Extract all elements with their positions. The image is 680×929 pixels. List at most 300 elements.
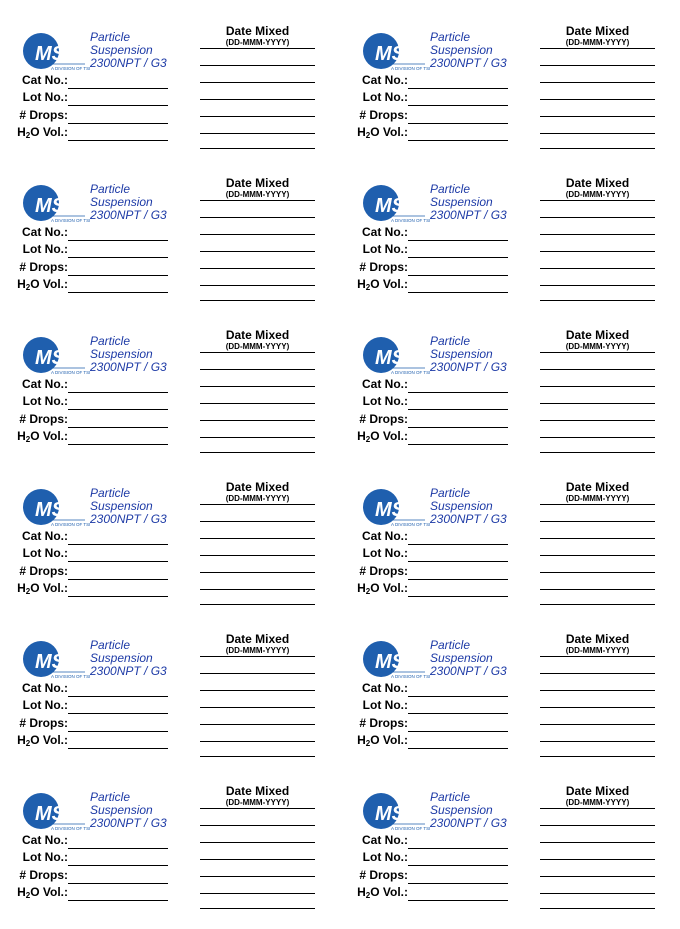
date-line[interactable] bbox=[540, 893, 655, 894]
logo-text: MSP bbox=[375, 195, 419, 217]
date-line[interactable] bbox=[200, 538, 315, 539]
h2o-vol-label bbox=[350, 581, 408, 596]
h2o-vol-line[interactable] bbox=[68, 140, 168, 141]
date-line[interactable] bbox=[200, 673, 315, 674]
cat-no-label: Cat No.: bbox=[22, 73, 68, 87]
date-line[interactable] bbox=[540, 908, 655, 909]
h2o-vol-line[interactable] bbox=[408, 900, 508, 901]
product-title bbox=[430, 335, 507, 374]
cat-no-line[interactable] bbox=[68, 848, 168, 849]
product-title bbox=[430, 183, 507, 222]
h2o-h: H bbox=[357, 581, 366, 595]
date-line[interactable] bbox=[200, 452, 315, 453]
date-line[interactable] bbox=[200, 825, 315, 826]
logo-tagline: A DIVISION OF TSI bbox=[391, 218, 431, 223]
date-mixed-title: Date Mixed bbox=[565, 176, 630, 190]
date-line[interactable] bbox=[200, 65, 315, 66]
product-line-3: 2300NPT / G3 bbox=[90, 56, 167, 70]
cat-no-line[interactable] bbox=[68, 88, 168, 89]
product-line-1: Particle bbox=[90, 334, 131, 348]
date-line[interactable] bbox=[200, 48, 315, 49]
date-line[interactable] bbox=[540, 589, 655, 590]
date-line[interactable] bbox=[200, 756, 315, 757]
drops-label: # Drops: bbox=[19, 716, 68, 730]
date-format: (DD-MMM-YYYY) bbox=[565, 798, 630, 807]
date-line[interactable] bbox=[200, 521, 315, 522]
h2o-h: H bbox=[17, 429, 26, 443]
product-line-3: 2300NPT / G3 bbox=[90, 816, 167, 830]
logo-text: MSP bbox=[35, 195, 79, 217]
drops-line[interactable] bbox=[68, 427, 168, 428]
product-label bbox=[350, 630, 680, 770]
date-line[interactable] bbox=[540, 82, 655, 83]
date-mixed-title: Date Mixed bbox=[225, 480, 290, 494]
product-title bbox=[430, 31, 507, 70]
date-line[interactable] bbox=[200, 707, 315, 708]
product-line-1: Particle bbox=[90, 790, 131, 804]
date-line[interactable] bbox=[540, 116, 655, 117]
logo-tagline: A DIVISION OF TSI bbox=[51, 218, 91, 223]
product-label bbox=[10, 326, 340, 466]
h2o-vol-label bbox=[10, 581, 68, 596]
date-mixed-title: Date Mixed bbox=[225, 328, 290, 342]
lot-no-line[interactable] bbox=[408, 561, 508, 562]
product-line-2: Suspension bbox=[430, 195, 493, 209]
h2o-vol-line[interactable] bbox=[408, 140, 508, 141]
date-line[interactable] bbox=[200, 555, 315, 556]
product-line-3: 2300NPT / G3 bbox=[430, 360, 507, 374]
lot-no-line[interactable] bbox=[68, 713, 168, 714]
drops-label: # Drops: bbox=[359, 868, 408, 882]
cat-no-label: Cat No.: bbox=[22, 377, 68, 391]
date-line[interactable] bbox=[540, 285, 655, 286]
lot-no-line[interactable] bbox=[68, 257, 168, 258]
h2o-vol-label bbox=[350, 885, 408, 900]
h2o-sub: 2 bbox=[365, 739, 371, 748]
date-line[interactable] bbox=[200, 82, 315, 83]
h2o-vol-line[interactable] bbox=[68, 444, 168, 445]
lot-no-line[interactable] bbox=[408, 257, 508, 258]
product-line-2: Suspension bbox=[430, 803, 493, 817]
product-line-1: Particle bbox=[430, 790, 471, 804]
h2o-vol-line[interactable] bbox=[68, 748, 168, 749]
cat-no-line[interactable] bbox=[68, 240, 168, 241]
date-line[interactable] bbox=[200, 741, 315, 742]
date-line[interactable] bbox=[200, 504, 315, 505]
date-line[interactable] bbox=[540, 555, 655, 556]
cat-no-line[interactable] bbox=[68, 392, 168, 393]
h2o-sub: 2 bbox=[365, 435, 371, 444]
date-line[interactable] bbox=[200, 656, 315, 657]
product-line-1: Particle bbox=[90, 638, 131, 652]
drops-label: # Drops: bbox=[359, 260, 408, 274]
product-title bbox=[90, 487, 167, 526]
lot-no-label: Lot No.: bbox=[22, 394, 68, 408]
product-label bbox=[10, 22, 340, 162]
msp-logo-icon bbox=[21, 791, 101, 839]
date-line[interactable] bbox=[540, 842, 655, 843]
logo-tagline: A DIVISION OF TSI bbox=[391, 522, 431, 527]
date-line[interactable] bbox=[540, 741, 655, 742]
date-format: (DD-MMM-YYYY) bbox=[225, 38, 290, 47]
h2o-h: H bbox=[357, 429, 366, 443]
msp-logo-icon bbox=[361, 487, 441, 535]
logo-tagline: A DIVISION OF TSI bbox=[51, 826, 91, 831]
logo-tagline: A DIVISION OF TSI bbox=[51, 66, 91, 71]
date-format: (DD-MMM-YYYY) bbox=[565, 190, 630, 199]
date-line[interactable] bbox=[540, 437, 655, 438]
product-line-1: Particle bbox=[430, 486, 471, 500]
product-line-3: 2300NPT / G3 bbox=[430, 816, 507, 830]
product-label bbox=[350, 782, 680, 922]
logo-text: MSP bbox=[375, 43, 419, 65]
product-line-1: Particle bbox=[430, 182, 471, 196]
date-mixed-title: Date Mixed bbox=[225, 632, 290, 646]
date-line[interactable] bbox=[540, 859, 655, 860]
date-line[interactable] bbox=[200, 403, 315, 404]
date-line[interactable] bbox=[200, 604, 315, 605]
drops-label: # Drops: bbox=[359, 564, 408, 578]
h2o-vol-label bbox=[10, 277, 68, 292]
product-line-3: 2300NPT / G3 bbox=[90, 360, 167, 374]
h2o-rest: O Vol.: bbox=[370, 733, 408, 747]
date-line[interactable] bbox=[200, 217, 315, 218]
date-line[interactable] bbox=[540, 268, 655, 269]
msp-logo-icon bbox=[21, 183, 101, 231]
h2o-rest: O Vol.: bbox=[30, 429, 68, 443]
date-format: (DD-MMM-YYYY) bbox=[565, 342, 630, 351]
h2o-vol-line[interactable] bbox=[408, 596, 508, 597]
date-line[interactable] bbox=[540, 656, 655, 657]
cat-no-label: Cat No.: bbox=[22, 529, 68, 543]
h2o-h: H bbox=[17, 581, 26, 595]
h2o-vol-label bbox=[350, 277, 408, 292]
h2o-rest: O Vol.: bbox=[30, 277, 68, 291]
lot-no-label: Lot No.: bbox=[22, 242, 68, 256]
lot-no-line[interactable] bbox=[408, 713, 508, 714]
h2o-rest: O Vol.: bbox=[370, 581, 408, 595]
drops-line[interactable] bbox=[408, 275, 508, 276]
date-mixed-title: Date Mixed bbox=[565, 632, 630, 646]
h2o-h: H bbox=[357, 277, 366, 291]
date-mixed-title: Date Mixed bbox=[565, 480, 630, 494]
date-line[interactable] bbox=[540, 200, 655, 201]
date-line[interactable] bbox=[540, 420, 655, 421]
product-line-3: 2300NPT / G3 bbox=[430, 208, 507, 222]
product-line-1: Particle bbox=[90, 182, 131, 196]
date-line[interactable] bbox=[540, 251, 655, 252]
msp-logo-icon bbox=[21, 335, 101, 383]
product-line-2: Suspension bbox=[90, 347, 153, 361]
h2o-h: H bbox=[17, 733, 26, 747]
product-line-1: Particle bbox=[90, 486, 131, 500]
date-line[interactable] bbox=[540, 48, 655, 49]
cat-no-line[interactable] bbox=[68, 696, 168, 697]
h2o-vol-label bbox=[10, 885, 68, 900]
date-line[interactable] bbox=[540, 604, 655, 605]
date-line[interactable] bbox=[540, 724, 655, 725]
date-line[interactable] bbox=[200, 842, 315, 843]
date-line[interactable] bbox=[540, 99, 655, 100]
h2o-rest: O Vol.: bbox=[30, 125, 68, 139]
date-line[interactable] bbox=[200, 690, 315, 691]
drops-line[interactable] bbox=[408, 579, 508, 580]
date-line[interactable] bbox=[200, 437, 315, 438]
lot-no-line[interactable] bbox=[408, 409, 508, 410]
product-label bbox=[10, 174, 340, 314]
cat-no-label: Cat No.: bbox=[22, 833, 68, 847]
cat-no-label: Cat No.: bbox=[362, 377, 408, 391]
logo-tagline: A DIVISION OF TSI bbox=[51, 370, 91, 375]
h2o-vol-label bbox=[350, 125, 408, 140]
h2o-rest: O Vol.: bbox=[370, 277, 408, 291]
lot-no-line[interactable] bbox=[68, 409, 168, 410]
product-title bbox=[90, 183, 167, 222]
date-line[interactable] bbox=[200, 285, 315, 286]
drops-label: # Drops: bbox=[359, 108, 408, 122]
date-line[interactable] bbox=[200, 808, 315, 809]
drops-label: # Drops: bbox=[359, 716, 408, 730]
cat-no-label: Cat No.: bbox=[22, 681, 68, 695]
drops-label: # Drops: bbox=[359, 412, 408, 426]
date-line[interactable] bbox=[200, 589, 315, 590]
drops-line[interactable] bbox=[68, 883, 168, 884]
h2o-rest: O Vol.: bbox=[370, 429, 408, 443]
product-line-3: 2300NPT / G3 bbox=[430, 664, 507, 678]
h2o-vol-label bbox=[10, 429, 68, 444]
logo-text: MSP bbox=[35, 347, 79, 369]
drops-line[interactable] bbox=[408, 883, 508, 884]
date-format: (DD-MMM-YYYY) bbox=[225, 494, 290, 503]
product-line-2: Suspension bbox=[430, 347, 493, 361]
date-line[interactable] bbox=[540, 538, 655, 539]
h2o-h: H bbox=[17, 885, 26, 899]
cat-no-label: Cat No.: bbox=[362, 681, 408, 695]
date-line[interactable] bbox=[200, 148, 315, 149]
msp-logo-icon bbox=[361, 639, 441, 687]
date-line[interactable] bbox=[200, 251, 315, 252]
date-line[interactable] bbox=[540, 148, 655, 149]
h2o-rest: O Vol.: bbox=[30, 581, 68, 595]
drops-line[interactable] bbox=[68, 275, 168, 276]
date-line[interactable] bbox=[200, 200, 315, 201]
h2o-vol-line[interactable] bbox=[68, 900, 168, 901]
date-line[interactable] bbox=[200, 908, 315, 909]
date-line[interactable] bbox=[200, 859, 315, 860]
logo-tagline: A DIVISION OF TSI bbox=[51, 674, 91, 679]
cat-no-line[interactable] bbox=[408, 544, 508, 545]
date-line[interactable] bbox=[540, 403, 655, 404]
date-line[interactable] bbox=[540, 369, 655, 370]
drops-line[interactable] bbox=[68, 123, 168, 124]
drops-line[interactable] bbox=[408, 427, 508, 428]
h2o-vol-line[interactable] bbox=[68, 596, 168, 597]
date-line[interactable] bbox=[540, 65, 655, 66]
h2o-rest: O Vol.: bbox=[30, 733, 68, 747]
product-line-3: 2300NPT / G3 bbox=[90, 664, 167, 678]
date-line[interactable] bbox=[540, 521, 655, 522]
cat-no-line[interactable] bbox=[68, 544, 168, 545]
drops-line[interactable] bbox=[408, 731, 508, 732]
product-title bbox=[90, 791, 167, 830]
product-line-2: Suspension bbox=[430, 499, 493, 513]
product-line-2: Suspension bbox=[90, 195, 153, 209]
lot-no-label: Lot No.: bbox=[22, 90, 68, 104]
lot-no-label: Lot No.: bbox=[362, 90, 408, 104]
date-format: (DD-MMM-YYYY) bbox=[565, 38, 630, 47]
cat-no-line[interactable] bbox=[408, 696, 508, 697]
date-line[interactable] bbox=[540, 133, 655, 134]
product-line-1: Particle bbox=[90, 30, 131, 44]
msp-logo-icon bbox=[21, 487, 101, 535]
drops-line[interactable] bbox=[408, 123, 508, 124]
date-line[interactable] bbox=[200, 300, 315, 301]
lot-no-line[interactable] bbox=[408, 105, 508, 106]
date-line[interactable] bbox=[200, 876, 315, 877]
drops-label: # Drops: bbox=[19, 260, 68, 274]
drops-label: # Drops: bbox=[19, 564, 68, 578]
product-line-1: Particle bbox=[430, 30, 471, 44]
date-format: (DD-MMM-YYYY) bbox=[225, 342, 290, 351]
date-format: (DD-MMM-YYYY) bbox=[565, 494, 630, 503]
date-line[interactable] bbox=[200, 116, 315, 117]
h2o-sub: 2 bbox=[25, 739, 31, 748]
lot-no-line[interactable] bbox=[68, 561, 168, 562]
date-line[interactable] bbox=[540, 690, 655, 691]
date-line[interactable] bbox=[540, 234, 655, 235]
cat-no-line[interactable] bbox=[408, 240, 508, 241]
cat-no-label: Cat No.: bbox=[22, 225, 68, 239]
date-line[interactable] bbox=[540, 452, 655, 453]
drops-line[interactable] bbox=[68, 579, 168, 580]
date-line[interactable] bbox=[540, 504, 655, 505]
lot-no-label: Lot No.: bbox=[362, 850, 408, 864]
lot-no-line[interactable] bbox=[68, 865, 168, 866]
product-line-2: Suspension bbox=[90, 803, 153, 817]
date-line[interactable] bbox=[200, 724, 315, 725]
date-line[interactable] bbox=[200, 99, 315, 100]
lot-no-label: Lot No.: bbox=[22, 850, 68, 864]
h2o-vol-line[interactable] bbox=[408, 444, 508, 445]
h2o-sub: 2 bbox=[365, 891, 371, 900]
date-line[interactable] bbox=[540, 352, 655, 353]
date-line[interactable] bbox=[540, 707, 655, 708]
msp-logo-icon bbox=[361, 183, 441, 231]
logo-tagline: A DIVISION OF TSI bbox=[391, 66, 431, 71]
date-format: (DD-MMM-YYYY) bbox=[225, 798, 290, 807]
lot-no-line[interactable] bbox=[68, 105, 168, 106]
date-format: (DD-MMM-YYYY) bbox=[565, 646, 630, 655]
product-label bbox=[350, 22, 680, 162]
logo-text: MSP bbox=[375, 803, 419, 825]
product-label bbox=[10, 782, 340, 922]
product-line-2: Suspension bbox=[90, 651, 153, 665]
lot-no-label: Lot No.: bbox=[362, 242, 408, 256]
date-line[interactable] bbox=[540, 756, 655, 757]
logo-text: MSP bbox=[375, 651, 419, 673]
lot-no-line[interactable] bbox=[408, 865, 508, 866]
product-label bbox=[350, 174, 680, 314]
lot-no-label: Lot No.: bbox=[22, 546, 68, 560]
cat-no-line[interactable] bbox=[408, 848, 508, 849]
date-line[interactable] bbox=[540, 673, 655, 674]
product-line-2: Suspension bbox=[90, 499, 153, 513]
drops-label: # Drops: bbox=[19, 108, 68, 122]
h2o-rest: O Vol.: bbox=[30, 885, 68, 899]
h2o-h: H bbox=[17, 125, 26, 139]
product-line-3: 2300NPT / G3 bbox=[430, 512, 507, 526]
msp-logo-icon bbox=[361, 791, 441, 839]
h2o-vol-label bbox=[10, 125, 68, 140]
date-mixed-title: Date Mixed bbox=[225, 784, 290, 798]
date-line[interactable] bbox=[540, 386, 655, 387]
logo-text: MSP bbox=[35, 803, 79, 825]
drops-line[interactable] bbox=[68, 731, 168, 732]
date-line[interactable] bbox=[200, 386, 315, 387]
h2o-vol-line[interactable] bbox=[408, 748, 508, 749]
product-line-2: Suspension bbox=[430, 43, 493, 57]
date-line[interactable] bbox=[540, 572, 655, 573]
date-mixed-title: Date Mixed bbox=[225, 24, 290, 38]
drops-label: # Drops: bbox=[19, 868, 68, 882]
cat-no-line[interactable] bbox=[408, 88, 508, 89]
h2o-vol-line[interactable] bbox=[68, 292, 168, 293]
h2o-sub: 2 bbox=[25, 131, 31, 140]
date-line[interactable] bbox=[200, 234, 315, 235]
h2o-h: H bbox=[357, 125, 366, 139]
h2o-rest: O Vol.: bbox=[370, 125, 408, 139]
cat-no-label: Cat No.: bbox=[362, 833, 408, 847]
date-line[interactable] bbox=[540, 808, 655, 809]
logo-tagline: A DIVISION OF TSI bbox=[391, 826, 431, 831]
date-line[interactable] bbox=[200, 572, 315, 573]
date-line[interactable] bbox=[540, 876, 655, 877]
lot-no-label: Lot No.: bbox=[362, 394, 408, 408]
date-line[interactable] bbox=[200, 352, 315, 353]
date-format: (DD-MMM-YYYY) bbox=[225, 646, 290, 655]
product-label bbox=[10, 478, 340, 618]
h2o-sub: 2 bbox=[25, 587, 31, 596]
cat-no-line[interactable] bbox=[408, 392, 508, 393]
date-line[interactable] bbox=[200, 893, 315, 894]
product-label bbox=[350, 478, 680, 618]
h2o-vol-line[interactable] bbox=[408, 292, 508, 293]
date-line[interactable] bbox=[200, 133, 315, 134]
product-title bbox=[430, 791, 507, 830]
date-mixed-title: Date Mixed bbox=[565, 328, 630, 342]
msp-logo-icon bbox=[361, 31, 441, 79]
date-line[interactable] bbox=[540, 300, 655, 301]
date-line[interactable] bbox=[200, 268, 315, 269]
logo-text: MSP bbox=[375, 347, 419, 369]
product-line-1: Particle bbox=[430, 638, 471, 652]
h2o-vol-label bbox=[350, 733, 408, 748]
h2o-h: H bbox=[357, 733, 366, 747]
date-line[interactable] bbox=[540, 217, 655, 218]
date-line[interactable] bbox=[540, 825, 655, 826]
logo-text: MSP bbox=[35, 499, 79, 521]
h2o-h: H bbox=[17, 277, 26, 291]
h2o-h: H bbox=[357, 885, 366, 899]
date-line[interactable] bbox=[200, 420, 315, 421]
h2o-rest: O Vol.: bbox=[370, 885, 408, 899]
date-mixed-title: Date Mixed bbox=[225, 176, 290, 190]
h2o-vol-label bbox=[10, 733, 68, 748]
h2o-sub: 2 bbox=[25, 891, 31, 900]
product-line-1: Particle bbox=[430, 334, 471, 348]
product-title bbox=[90, 335, 167, 374]
date-line[interactable] bbox=[200, 369, 315, 370]
